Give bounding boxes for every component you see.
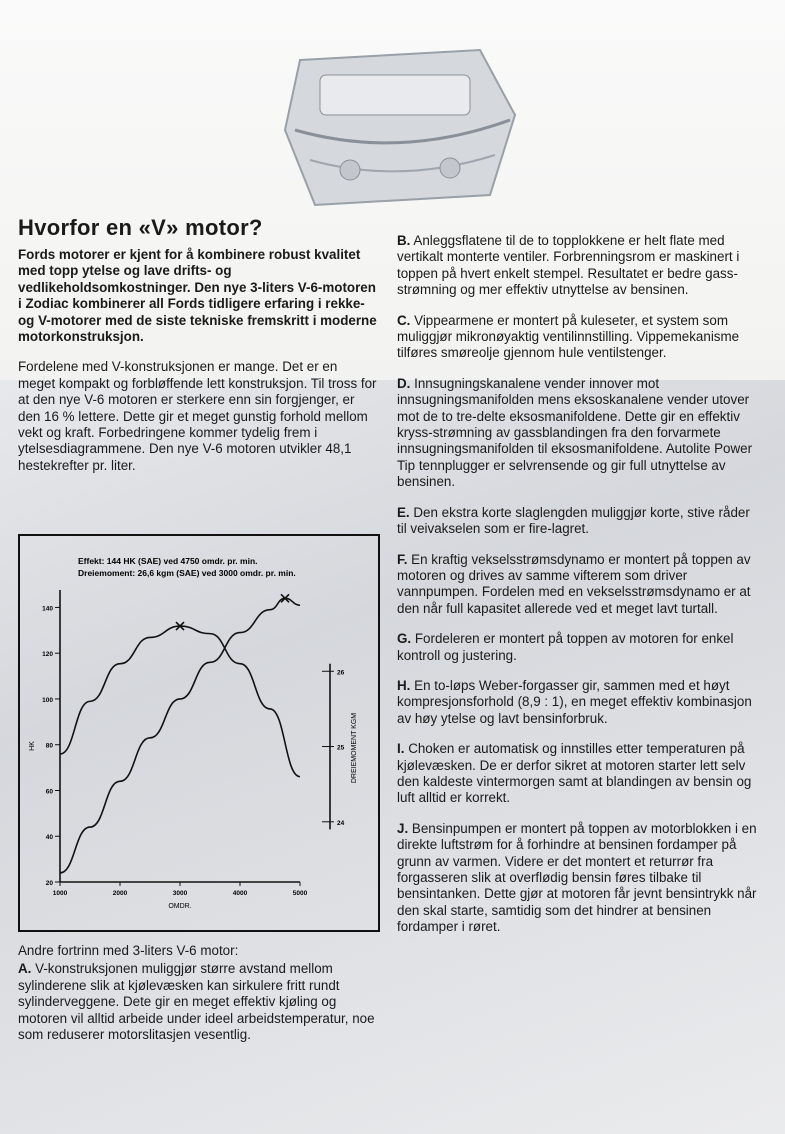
point-i: I. Choken er automatisk og innstilles etter temperaturen på kjølevæsken. De er derfor sikret at motoren starter lett selv den kaldeste vintermorgen samt at blandingen av bensin og luft alltid er korrekt. [397,741,752,806]
y-tick-label: 120 [42,651,53,659]
intro-paragraph: Fords motorer er kjent for å kombinere robust kvalitet med topp ytelse og lave drifts- og vedlikeholdsomkostninger. Den nye 3-liters V-6-motoren i Zodiac kombinerer all Fords tidligere erfaring i rekke- og V-motorer med de siste tekniske fremskritt i moderne motorkonstruksjon. [18,247,377,345]
chart-annotation: Dreiemoment: 26,6 kgm (SAE) ved 3000 omdr. pr. min. [78,568,296,578]
point-h: H. En to-løps Weber-forgasser gir, sammen med et høyt kompresjonsforhold (8,9 : 1), en meget effektiv kombinasjon av høy ytelse og lavt bensinforbruk. [397,677,752,726]
point-j: J. Bensinpumpen er montert på toppen av motorblokken i en direkte luftstrøm for å forhindre at bensinen fordamper på grunn av varmen. Videre er det montert et returrør fra forgasseren slik at overflødig bensin føres tilbake til bensintanken. Dette gjør at motoren får jevnt bensintrykk når den skal starte, samtidig som det hindrer at bensinen fordamper i røret. [397,820,757,935]
x-tick-label: 1000 [52,890,68,897]
intro-column [18,215,378,488]
point-f: F. En kraftig vekselsstrømsdynamo er montert på toppen av motoren og drives av samme vifterem som driver vannpumpen. Fordelen med en vekselsstrømsdynamo er at den når full kapasitet allerede ved et meget lavt turtall. [397,551,751,616]
y-tick-label: 140 [42,605,53,613]
y2-axis-label: DREIEMOMENT KGM [351,712,358,784]
point-e: E. Den ekstra korte slaglengden muliggjør korte, stive råder til veivakselen som er fire-lagret. [397,504,750,537]
x-tick-label: 4000 [232,890,248,897]
y-tick-label: 60 [45,788,53,796]
y2-tick-label: 24 [337,819,345,827]
horsepower-curve [60,598,300,873]
article-title: Hvorfor en «V» motor? [18,215,263,240]
engine-illustration [280,20,520,210]
y-tick-label: 80 [45,742,53,750]
point-c: C. Vippearmene er montert på kuleseter, et system som muliggjør mikronøyaktig ventilinnstilling. Vippemekanisme tilføres smøreolje gjennom hule ventilstenger. [397,312,740,361]
points-column [397,233,759,950]
y-tick-label: 100 [42,696,53,704]
other-advantages-heading: Andre fortrinn med 3-liters V-6 motor: [18,943,239,958]
point-b: B. Anleggsflatene til de to topplokkene er helt flate med vertikalt monterte ventiler. Forbrenningsrom er maskinert i toppen på hvert enkelt stempel. Resultatet er bedre gass-strømning og mer effektiv utnyttelse av bensinen. [397,233,740,298]
x-tick-label: 2000 [112,890,128,897]
y2-tick-label: 25 [337,744,345,752]
y2-tick-label: 26 [337,669,345,677]
y-tick-label: 40 [45,834,53,842]
torque-curve [60,626,300,777]
y-tick-label: 20 [45,880,53,887]
y-axis-label: HK [29,741,36,751]
x-axis-label: OMDR. [168,903,192,910]
x-tick-label: 3000 [172,890,188,897]
point-d: D. Innsugningskanalene vender innover mot innsugningsmanifolden mens eksoskanalene vender utover mot de to tre-delte eksosmanifoldene. Dette gir en effektiv kryss-strømning av gassblandingen fra den forvarmete innsugningsmanifolden til eksosmanifoldene. Autolite Power Tip tennplugger er selvrensende og gir full utnyttelse av bensinen. [397,375,753,490]
point-a: A. V-konstruksjonen muliggjør større avstand mellom sylinderene slik at kjølevæsken kan sirkulere fritt rundt sylinderveggene. Dete gir en meget effektiv kjøling og motoren vil alltid arbeide under ideel arbeidstemperatur, noe som reduserer motorslitasjen vesentlig. [18,961,375,1043]
x-tick-label: 5000 [292,890,308,897]
chart-annotation: Effekt: 144 HK (SAE) ved 4750 omdr. pr. min. [78,556,258,566]
point-a-column [18,943,380,1057]
performance-chart [18,534,380,932]
advantages-paragraph: Fordelene med V-konstruksjonen er mange. Det er en meget kompakt og forbløffende lett konstruksjon. Til tross for at den nye V-6 motoren er sterkere enn sin forgjenger, er den 16 % lettere. Dette gir et meget gunstig forhold mellom vekt og kraft. Forbedringene kommer tydelig frem i ytelsesdiagrammene. Den nye V-6 motoren utvikler 48,1 hestekrefter pr. liter. [18,359,377,473]
point-g: G. Fordeleren er montert på toppen av motoren for enkel kontroll og justering. [397,631,734,663]
